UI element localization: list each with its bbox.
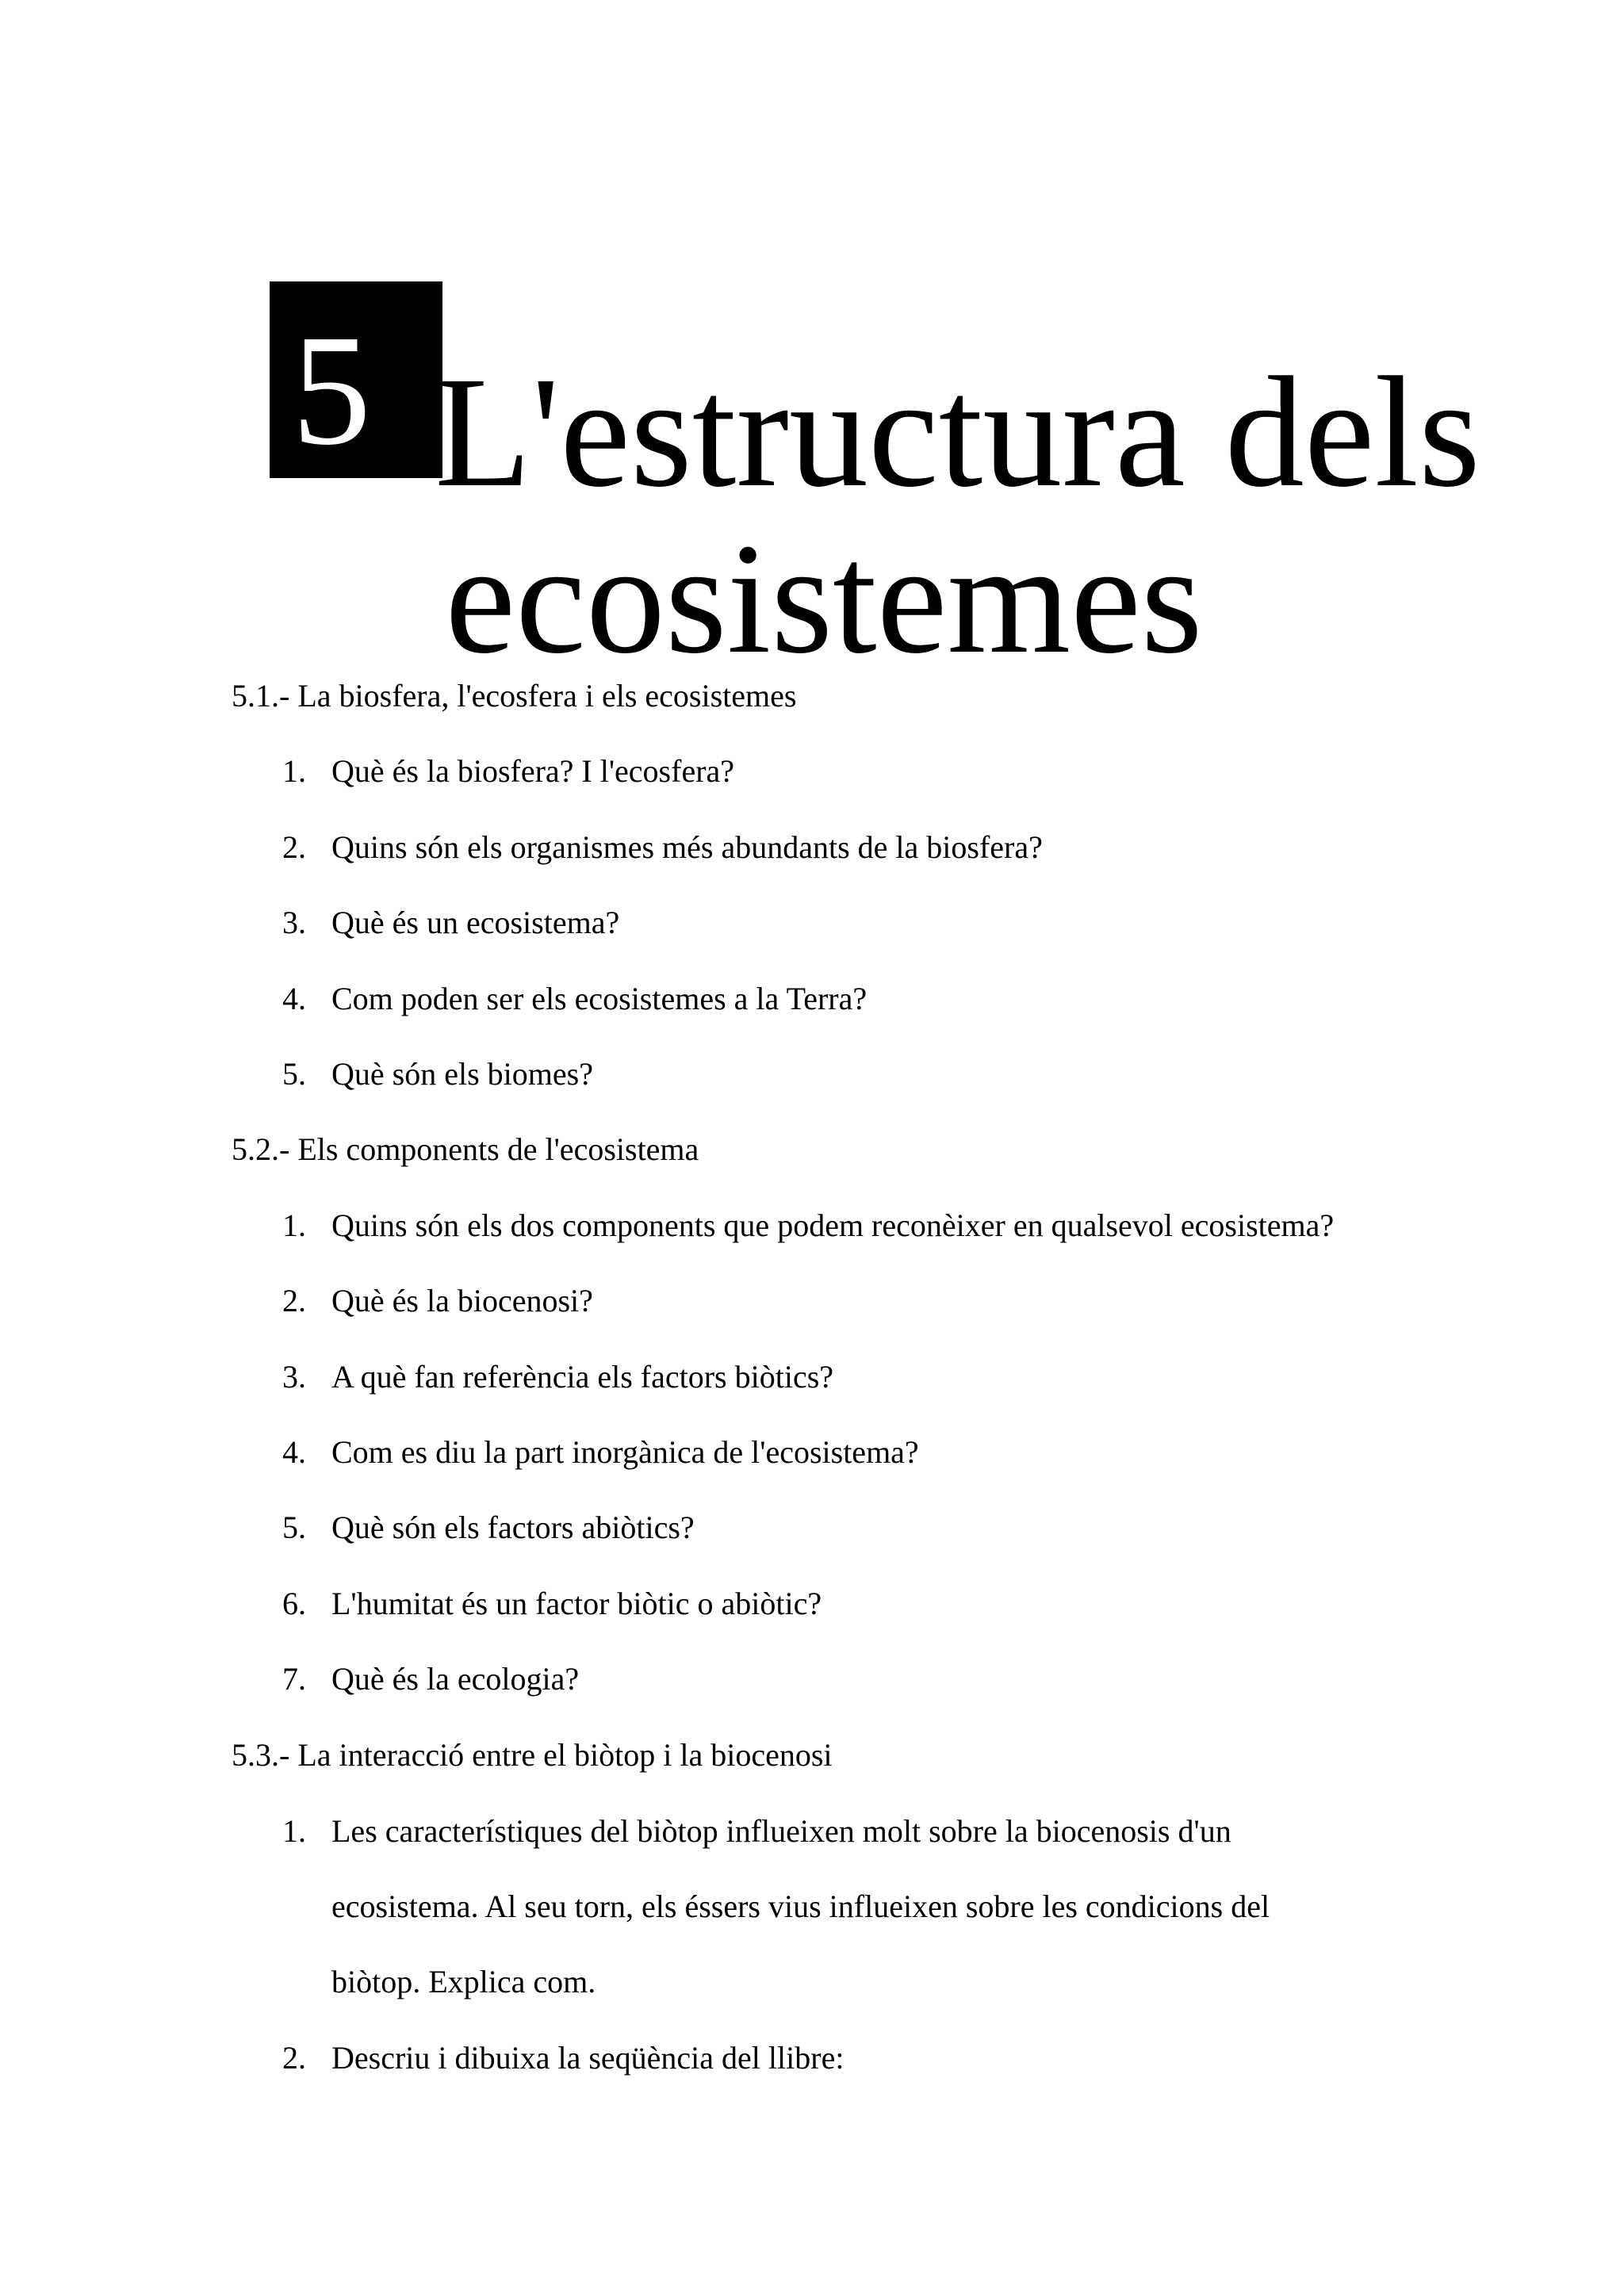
question-number: 4.: [282, 1434, 306, 1470]
chapter-number-box: [270, 281, 442, 478]
chapter-title-line2: ecosistemes: [445, 511, 1203, 687]
question-text-line: ecosistema. Al seu torn, els éssers vius influeixen sobre les condicions del: [331, 1888, 1270, 1924]
question-text: Descriu i dibuixa la seqüència del llibre:: [331, 2040, 845, 2076]
question-text: Què són els biomes?: [331, 1056, 593, 1092]
question-number: 1.: [282, 1207, 306, 1243]
question-number: 6.: [282, 1586, 306, 1621]
question-number: 2.: [282, 829, 306, 865]
question-number: 3.: [282, 905, 306, 940]
question-text: L'humitat és un factor biòtic o abiòtic?: [331, 1586, 822, 1621]
question-text: Quins són els dos components que podem reconèixer en qualsevol ecosistema?: [331, 1207, 1335, 1243]
chapter-number: 5: [292, 303, 371, 478]
chapter-title-line1: L'estructura dels: [435, 345, 1480, 520]
question-number: 5.: [282, 1510, 306, 1545]
section-heading-5-2: 5.2.- Els components de l'ecosistema: [232, 1131, 699, 1167]
section-heading-5-1: 5.1.- La biosfera, l'ecosfera i els ecosistemes: [232, 678, 797, 714]
question-text: Què són els factors abiòtics?: [331, 1510, 695, 1545]
question-number: 2.: [282, 2040, 306, 2076]
question-number: 1.: [282, 753, 306, 789]
section-heading-5-3: 5.3.- La interacció entre el biòtop i la biocenosi: [232, 1737, 833, 1773]
question-number: 3.: [282, 1359, 306, 1395]
question-text: A què fan referència els factors biòtics?: [331, 1359, 834, 1395]
question-number: 2.: [282, 1283, 306, 1318]
question-text: Què és la biocenosi?: [331, 1283, 593, 1318]
question-text: Com es diu la part inorgànica de l'ecosistema?: [331, 1434, 919, 1470]
question-text-line: Les característiques del biòtop influeixen molt sobre la biocenosis d'un: [331, 1813, 1231, 1849]
question-number: 7.: [282, 1661, 306, 1697]
question-text: Com poden ser els ecosistemes a la Terra?: [331, 981, 868, 1016]
question-text: Què és la ecologia?: [331, 1661, 580, 1697]
question-number: 5.: [282, 1056, 306, 1092]
question-number: 1.: [282, 1813, 306, 1849]
question-text: Quins són els organismes més abundants de la biosfera?: [331, 829, 1043, 865]
question-text: Què és un ecosistema?: [331, 905, 620, 940]
question-text: Què és la biosfera? I l'ecosfera?: [331, 753, 735, 789]
question-number: 4.: [282, 981, 306, 1016]
question-text-line: biòtop. Explica com.: [331, 1964, 596, 1999]
